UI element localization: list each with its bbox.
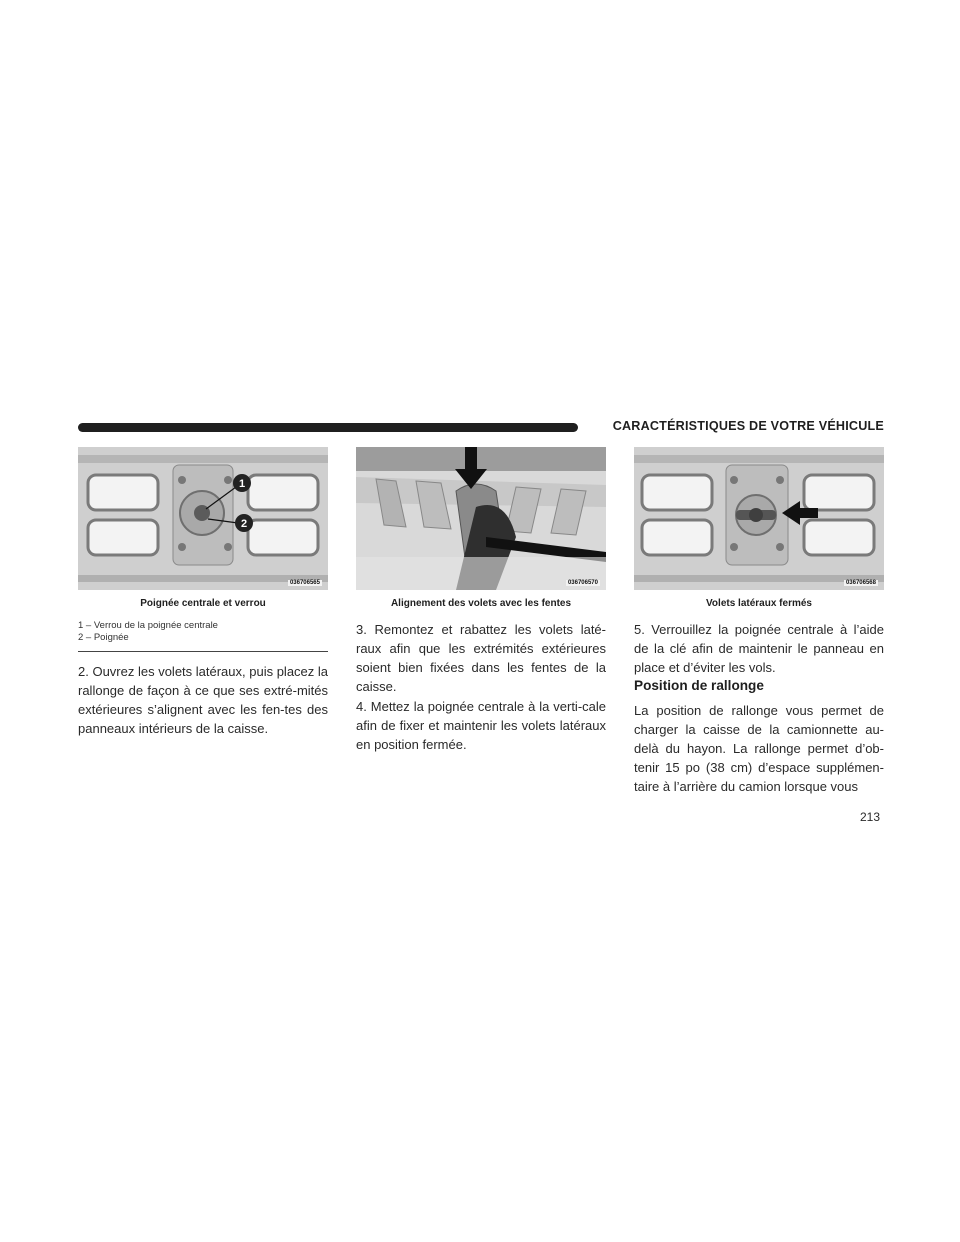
- figure-flap-alignment: [356, 447, 606, 590]
- figure-3-caption: Volets latéraux fermés: [706, 598, 812, 609]
- legend-item: 1 – Verrou de la poignée centrale: [78, 620, 218, 631]
- page-number: 213: [860, 810, 881, 824]
- figure-2-illustration: [356, 447, 606, 590]
- figure-2-caption: Alignement des volets avec les fentes: [390, 598, 572, 609]
- callout-2: 2: [240, 518, 248, 530]
- figure-code: 036706570: [567, 580, 598, 586]
- figure-code: 036706568: [845, 580, 876, 586]
- step-4-paragraph: 4. Mettez la poignée centrale à la verti-cale afin de fixer et maintenir les volets latéraux en position fermée.: [356, 699, 606, 752]
- figure-1-illustration: [78, 447, 328, 590]
- figure-code: 036706565: [289, 580, 320, 586]
- figure-1-legend: [78, 620, 328, 644]
- figure-center-handle-lock: [78, 447, 328, 590]
- step-3-paragraph: 3. Remontez et rabattez les volets laté-raux afin que les extrémités extérieures soient bien fixées dans les fentes de la caisse.: [356, 622, 606, 694]
- figure-3-illustration: [634, 447, 884, 590]
- section-heading: Position de rallonge: [634, 678, 764, 693]
- extension-position-paragraph: La position de rallonge vous permet de charger la caisse de la camionnette au-delà du hayon. La rallonge permet d’ob-tenir 15 po (38 cm) d’espace supplémen-taire à l’arrière du camion lorsque vous: [634, 703, 884, 794]
- figure-side-flaps-closed: [634, 447, 884, 590]
- header-bar: [78, 423, 578, 432]
- callout-1: 1: [238, 478, 246, 490]
- legend-divider: [78, 651, 328, 652]
- legend-item: 2 – Poignée: [78, 632, 129, 643]
- figure-1-caption: Poignée centrale et verrou: [140, 598, 266, 609]
- step-2-paragraph: 2. Ouvrez les volets latéraux, puis placez la rallonge de façon à ce que ses extré-mités extérieures s’alignent avec les fen-tes des panneaux intérieurs de la caisse.: [78, 664, 329, 736]
- section-title: CARACTÉRISTIQUES DE VOTRE VÉHICULE: [612, 419, 884, 433]
- step-5-paragraph: 5. Verrouillez la poignée centrale à l’aide de la clé afin de maintenir le panneau en place et d’éviter les vols.: [634, 622, 884, 675]
